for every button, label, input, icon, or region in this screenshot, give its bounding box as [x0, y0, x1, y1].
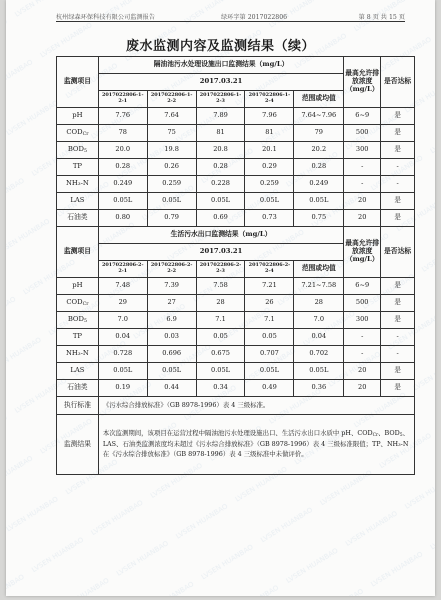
compliant-value: 是 — [381, 108, 415, 125]
measured-value: 7.76 — [98, 108, 147, 125]
measured-value: 78 — [98, 125, 147, 142]
section1-caption: 隔油池污水处理设施出口监测结果（mg/L） — [98, 57, 343, 74]
range-value: 7.0 — [294, 312, 344, 329]
section2-data-row — [57, 278, 415, 295]
compliant-value: 是 — [381, 363, 415, 380]
range-value: 0.249 — [294, 176, 344, 193]
limit-value: 6~9 — [344, 108, 381, 125]
section1-sample-id: 2017022806-1-2-4 — [245, 91, 294, 108]
conclusion-row — [57, 415, 415, 475]
parameter-name: NH₃-N — [57, 346, 99, 363]
measured-value: 0.05L — [196, 193, 245, 210]
compliant-value: 是 — [381, 142, 415, 159]
measured-value: 0.05 — [245, 329, 294, 346]
measured-value: 7.64 — [147, 108, 196, 125]
section1-sample-id: 2017022806-1-2-1 — [98, 91, 147, 108]
range-value: 79 — [294, 125, 344, 142]
measured-value: 28 — [196, 295, 245, 312]
limit-value: - — [344, 159, 381, 176]
section2-data-row — [57, 312, 415, 329]
section1-date: 2017.03.21 — [98, 74, 343, 91]
compliant-value: - — [381, 176, 415, 193]
section1-data-row — [57, 210, 415, 227]
section1-caption-row — [57, 57, 415, 74]
section2-item-header: 监测项目 — [57, 227, 99, 278]
compliant-value: 是 — [381, 295, 415, 312]
standard-label: 执行标准 — [57, 397, 99, 415]
measured-value: 0.05L — [245, 363, 294, 380]
parameter-name: TP — [57, 329, 99, 346]
measured-value: 0.69 — [196, 210, 245, 227]
limit-value: - — [344, 176, 381, 193]
parameter-name: pH — [57, 108, 99, 125]
section2-body — [57, 227, 415, 397]
measured-value: 27 — [147, 295, 196, 312]
limit-value: 500 — [344, 125, 381, 142]
measured-value: 81 — [245, 125, 294, 142]
section2-sample-id: 2017022806-2-2-1 — [98, 261, 147, 278]
measured-value: 75 — [147, 125, 196, 142]
measured-value: 7.58 — [196, 278, 245, 295]
measured-value: 0.80 — [98, 210, 147, 227]
parameter-name: pH — [57, 278, 99, 295]
range-value: 0.04 — [294, 329, 344, 346]
limit-value: 20 — [344, 380, 381, 397]
measured-value: 7.96 — [245, 108, 294, 125]
section2-data-row — [57, 363, 415, 380]
measured-value: 20.8 — [196, 142, 245, 159]
section1-sample-id: 2017022806-1-2-3 — [196, 91, 245, 108]
standard-text: 《污水综合排放标准》（GB 8978-1996）表 4 三级标准。 — [98, 397, 414, 415]
compliant-value: - — [381, 346, 415, 363]
section2-sample-id: 2017022806-2-2-3 — [196, 261, 245, 278]
compliant-value: 是 — [381, 210, 415, 227]
limit-value: 20 — [344, 193, 381, 210]
measured-value: 7.89 — [196, 108, 245, 125]
parameter-name: $COD_{Cr}$ — [57, 295, 99, 312]
measured-value: 0.04 — [98, 329, 147, 346]
limit-value: - — [344, 329, 381, 346]
measured-value: 0.05L — [196, 363, 245, 380]
section1-range-header: 范围或均值 — [294, 91, 344, 108]
measured-value: 7.0 — [98, 312, 147, 329]
measured-value: 0.707 — [245, 346, 294, 363]
section2-limit-header: 最高允许排放浓度（mg/L） — [344, 227, 381, 278]
range-value: 7.21~7.58 — [294, 278, 344, 295]
measured-value: 0.79 — [147, 210, 196, 227]
limit-value: 300 — [344, 142, 381, 159]
parameter-name: TP — [57, 159, 99, 176]
parameter-name: NH₃-N — [57, 176, 99, 193]
measured-value: 0.228 — [196, 176, 245, 193]
measured-value: 0.34 — [196, 380, 245, 397]
measured-value: 26 — [245, 295, 294, 312]
measured-value: 20.1 — [245, 142, 294, 159]
parameter-name: LAS — [57, 363, 99, 380]
section2-compliant-header: 是否达标 — [381, 227, 415, 278]
conclusion-label: 监测结果 — [57, 415, 99, 475]
compliant-value: 是 — [381, 312, 415, 329]
measured-value: 81 — [196, 125, 245, 142]
measured-value: 0.249 — [98, 176, 147, 193]
measured-value: 0.03 — [147, 329, 196, 346]
compliant-value: 是 — [381, 278, 415, 295]
measured-value: 20.0 — [98, 142, 147, 159]
page-title: 废水监测内容及监测结果（续） — [125, 39, 315, 54]
section1-data-row — [57, 176, 415, 193]
section2-data-row — [57, 329, 415, 346]
measured-value: 0.05 — [196, 329, 245, 346]
measured-value: 0.28 — [98, 159, 147, 176]
measured-value: 0.05L — [147, 363, 196, 380]
measured-value: 0.29 — [245, 159, 294, 176]
measured-value: 0.49 — [245, 380, 294, 397]
range-value: 0.05L — [294, 193, 344, 210]
section1-data-row — [57, 142, 415, 159]
compliant-value: 是 — [381, 193, 415, 210]
limit-value: 300 — [344, 312, 381, 329]
limit-value: 20 — [344, 363, 381, 380]
section1-sample-id: 2017022806-1-2-2 — [147, 91, 196, 108]
compliant-value: 是 — [381, 380, 415, 397]
conclusion-text: 本次监测期间，该项目在运营过程中隔油池污水处理设施出口、生活污水出口水质中 pH、$COD_{Cr}$、$BOD_5$、LAS、石油类监测浓度均未超过《污水综合排放标准》（GB 8978-1996）表 4 三级标准限值；TP、NH₃-N 在《污水综合排放标准》（GB 8978-1996）表 4 三级标准中未做评价。 — [98, 415, 414, 475]
measured-value: 0.19 — [98, 380, 147, 397]
section1-compliant-header: 是否达标 — [381, 57, 415, 108]
parameter-name: 石油类 — [57, 380, 99, 397]
section1-data-row — [57, 159, 415, 176]
measured-value: 7.1 — [245, 312, 294, 329]
section1-data-row — [57, 125, 415, 142]
range-value: 20.2 — [294, 142, 344, 159]
section2-caption-row — [57, 227, 415, 244]
report-page — [6, 0, 435, 596]
range-value: 0.75 — [294, 210, 344, 227]
range-value: 7.64~7.96 — [294, 108, 344, 125]
range-value: 0.36 — [294, 380, 344, 397]
limit-value: - — [344, 346, 381, 363]
limit-value: 20 — [344, 210, 381, 227]
measured-value: 0.259 — [245, 176, 294, 193]
measured-value: 0.26 — [147, 159, 196, 176]
section2-range-header: 范围或均值 — [294, 261, 344, 278]
section1-data-row — [57, 193, 415, 210]
measured-value: 7.1 — [196, 312, 245, 329]
measured-value: 0.728 — [98, 346, 147, 363]
section2-sample-id: 2017022806-2-2-2 — [147, 261, 196, 278]
range-value: 0.28 — [294, 159, 344, 176]
compliant-value: - — [381, 159, 415, 176]
measured-value: 0.28 — [196, 159, 245, 176]
measured-value: 6.9 — [147, 312, 196, 329]
page-header — [56, 10, 405, 22]
limit-value: 6~9 — [344, 278, 381, 295]
measured-value: 7.39 — [147, 278, 196, 295]
section1-item-header: 监测项目 — [57, 57, 99, 108]
parameter-name: 石油类 — [57, 210, 99, 227]
measured-value: 7.48 — [98, 278, 147, 295]
measured-value: 0.73 — [245, 210, 294, 227]
parameter-name: $COD_{Cr}$ — [57, 125, 99, 142]
section1-data-row — [57, 108, 415, 125]
compliant-value: - — [381, 329, 415, 346]
measured-value: 0.05L — [98, 363, 147, 380]
section2-data-row — [57, 380, 415, 397]
section2-date: 2017.03.21 — [98, 244, 343, 261]
header-page-number: 第 8 页 共 15 页 — [358, 14, 405, 21]
header-report-number: 绿环字第 2017022806 — [221, 14, 288, 21]
range-value: 0.702 — [294, 346, 344, 363]
parameter-name: $BOD_5$ — [57, 142, 99, 159]
measured-value: 29 — [98, 295, 147, 312]
section2-caption: 生活污水出口监测结果（mg/L） — [98, 227, 343, 244]
range-value: 28 — [294, 295, 344, 312]
measured-value: 0.259 — [147, 176, 196, 193]
results-table — [56, 56, 415, 475]
standard-row — [57, 397, 415, 415]
header-company: 杭州绿森环保科技有限公司监测报告 — [56, 14, 155, 21]
parameter-name: $BOD_5$ — [57, 312, 99, 329]
measured-value: 0.696 — [147, 346, 196, 363]
range-value: 0.05L — [294, 363, 344, 380]
limit-value: 500 — [344, 295, 381, 312]
section1-body — [57, 57, 415, 227]
compliant-value: 是 — [381, 125, 415, 142]
section2-sample-id: 2017022806-2-2-4 — [245, 261, 294, 278]
section2-data-row — [57, 295, 415, 312]
measured-value: 0.44 — [147, 380, 196, 397]
footer-body — [57, 397, 415, 475]
measured-value: 19.8 — [147, 142, 196, 159]
measured-value: 0.05L — [147, 193, 196, 210]
parameter-name: LAS — [57, 193, 99, 210]
section2-data-row — [57, 346, 415, 363]
section1-limit-header: 最高允许排放浓度（mg/L） — [344, 57, 381, 108]
measured-value: 0.05L — [245, 193, 294, 210]
measured-value: 0.05L — [98, 193, 147, 210]
measured-value: 0.675 — [196, 346, 245, 363]
measured-value: 7.21 — [245, 278, 294, 295]
